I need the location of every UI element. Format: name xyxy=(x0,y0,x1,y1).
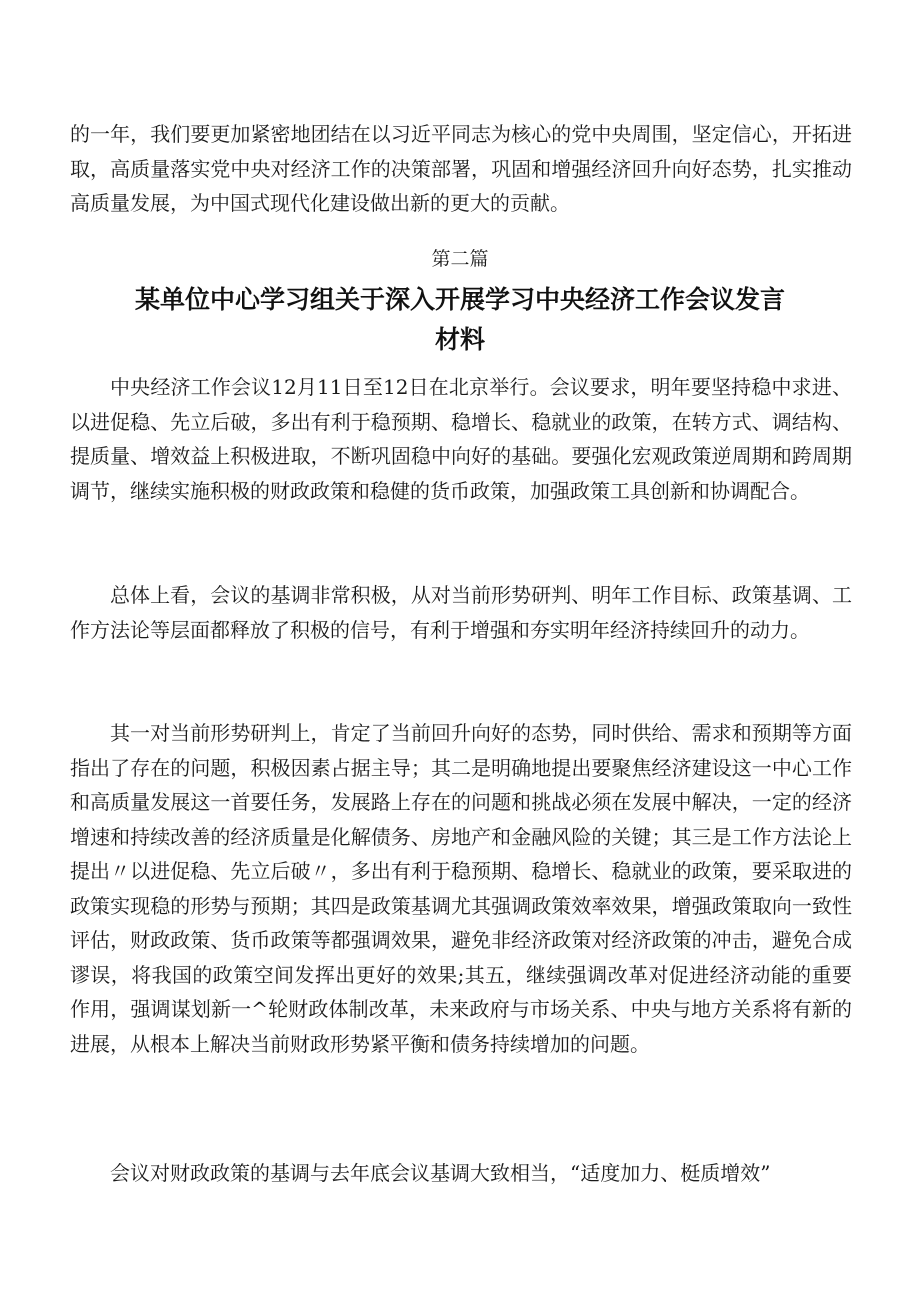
document-title: 某单位中心学习组关于深入开展学习中央经济工作会议发言材料 xyxy=(134,285,785,354)
body-paragraph-3: 其一对当前形势研判上，肯定了当前回升向好的态势，同时供给、需求和预期等方面指出了存在的问题，积极因素占据主导；其二是明确地提出要聚焦经济建设这一中心工作和高质量发展这一首要任务，发展路上存在的问题和挑战必须在发展中解决，一定的经济增速和持续改善的经济质量是化解债务、房地产和金融风险的关键；其三是工作方法论上提出〃以进促稳、先立后破〃，多出有利于稳预期、稳增长、稳就业的政策，要采取进的政策实现稳的形势与预期；其四是政策基调尤其强调政策效率效果，增强政策取向一致性评估，财政政策、货币政策等都强调效果，避免非经济政策对经济政策的冲击，避免合成谬误，将我国的政策空间发挥出更好的效果;其五，继续强调改革对促进经济动能的重要作用，强调谋划新一^轮财政体制改革，未来政府与市场关系、中央与地方关系将有新的进展，从根本上解决当前财政形势紧平衡和债务持续增加的问题。 xyxy=(70,721,852,1056)
body-paragraph-4: 会议对财政政策的基调与去年底会议基调大致相当，“适度加力、梃质增效” xyxy=(110,1161,771,1185)
body-paragraph-2: 总体上看，会议的基调非常积极，从对当前形势研判、明年工作目标、政策基调、工作方法论等层面都释放了积极的信号，有利于增强和夯实明年经济持续回升的动力。 xyxy=(70,583,852,642)
section-label: 第二篇 xyxy=(431,248,489,270)
body-paragraph-1: 中央经济工作会议12月11日至12日在北京举行。会议要求，明年要坚持稳中求进、以进促稳、先立后破，多出有利于稳预期、稳增长、稳就业的政策，在转方式、调结构、提质量、增效益上积极进取，不断巩固稳中向好的基础。要强化宏观政策逆周期和跨周期调节，继续实施积极的财政政策和稳健的货币政策，加强政策工具创新和协调配合。 xyxy=(70,375,852,503)
intro-paragraph: 的一年，我们要更加紧密地团结在以习近平同志为核心的党中央周围，坚定信心，开拓进取，高质量落实党中央对经济工作的决策部署，巩固和增强经济回升向好态势，扎实推动高质量发展，为中国式现代化建设做出新的更大的贡献。 xyxy=(70,122,852,215)
